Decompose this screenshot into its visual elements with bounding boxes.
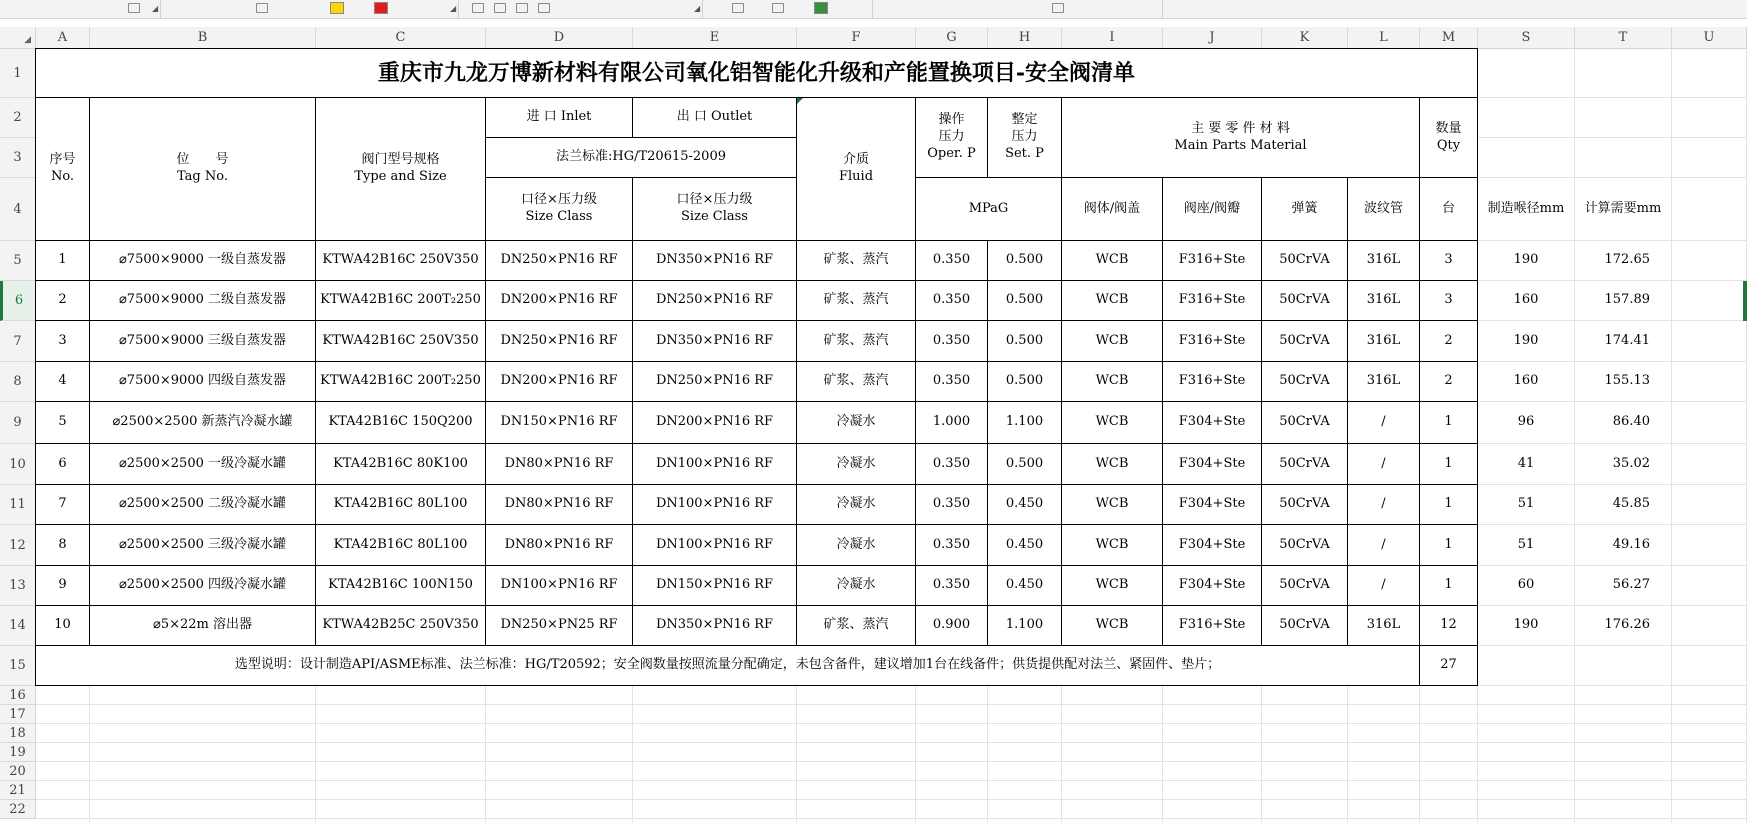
cell-oper[interactable]: 0.350: [915, 524, 988, 566]
cell-fluid[interactable]: 冷凝水: [796, 401, 916, 444]
dialog-launcher-icon[interactable]: ◢: [152, 4, 159, 13]
cell-throat[interactable]: 160: [1513, 292, 1539, 308]
row-header-5[interactable]: 5: [0, 241, 36, 281]
cell-no[interactable]: 7: [35, 484, 90, 525]
row-header-2[interactable]: 2: [0, 98, 36, 138]
cell-seat[interactable]: F304+Ste: [1162, 484, 1262, 525]
cell-tag[interactable]: ⌀7500×9000 二级自蒸发器: [89, 280, 316, 321]
cell-fluid[interactable]: 矿浆、蒸汽: [796, 605, 916, 646]
cell-inlet[interactable]: DN80×PN16 RF: [485, 484, 633, 525]
cell-inlet[interactable]: DN80×PN16 RF: [485, 524, 633, 566]
header-main-parts[interactable]: 主 要 零 件 材 料 Main Parts Material: [1061, 97, 1420, 178]
cell-seat[interactable]: F316+Ste: [1162, 240, 1262, 281]
cell-qty[interactable]: 1: [1419, 484, 1478, 525]
cell-seat[interactable]: F316+Ste: [1162, 605, 1262, 646]
cell-throat[interactable]: 190: [1513, 617, 1539, 633]
cell-outlet[interactable]: DN350×PN16 RF: [632, 320, 797, 362]
header-inlet-size[interactable]: 口径×压力级 Size Class: [485, 177, 633, 241]
row-header-10[interactable]: 10: [0, 444, 36, 485]
cell-seat[interactable]: F304+Ste: [1162, 524, 1262, 566]
cell-oper[interactable]: 0.350: [915, 484, 988, 525]
cell-calc[interactable]: 86.40: [1612, 414, 1650, 430]
cell-body[interactable]: WCB: [1061, 484, 1163, 525]
cell-qty[interactable]: 1: [1419, 524, 1478, 566]
header-inlet[interactable]: 进 口 Inlet: [485, 97, 633, 138]
cell-qty[interactable]: 1: [1419, 443, 1478, 485]
cell-type[interactable]: KTWA42B25C 250V350: [315, 605, 486, 646]
cell-spring[interactable]: 50CrVA: [1261, 240, 1348, 281]
cell-set[interactable]: 0.500: [987, 320, 1062, 362]
row-header-3[interactable]: 3: [0, 138, 36, 178]
cell-style-icon[interactable]: [1052, 3, 1064, 13]
cell-spring[interactable]: 50CrVA: [1261, 280, 1348, 321]
ribbon-group-styles: [872, 0, 1163, 18]
column-header-s[interactable]: S: [1478, 27, 1575, 49]
cell-calc[interactable]: 49.16: [1612, 536, 1650, 552]
cell-body[interactable]: WCB: [1061, 240, 1163, 281]
column-header-d[interactable]: D: [486, 27, 633, 49]
cell-inlet[interactable]: DN250×PN16 RF: [485, 240, 633, 281]
cell-body[interactable]: WCB: [1061, 280, 1163, 321]
row-header-11[interactable]: 11: [0, 485, 36, 525]
column-header-l[interactable]: L: [1348, 27, 1420, 49]
row-header-8[interactable]: 8: [0, 362, 36, 402]
cell-type[interactable]: KTWA42B16C 200T₂250: [315, 280, 486, 321]
cell-type[interactable]: KTA42B16C 100N150: [315, 565, 486, 606]
ribbon-group-font: [160, 0, 459, 18]
cell-no[interactable]: 10: [35, 605, 90, 646]
cell-body[interactable]: WCB: [1061, 565, 1163, 606]
column-header-i[interactable]: I: [1062, 27, 1163, 49]
cell-inlet[interactable]: DN200×PN16 RF: [485, 280, 633, 321]
cell-tag[interactable]: ⌀7500×9000 四级自蒸发器: [89, 361, 316, 402]
cell-no[interactable]: 9: [35, 565, 90, 606]
cell-outlet[interactable]: DN150×PN16 RF: [632, 565, 797, 606]
column-header-b[interactable]: B: [90, 27, 316, 49]
cell-inlet[interactable]: DN200×PN16 RF: [485, 361, 633, 402]
cell-oper[interactable]: 0.350: [915, 240, 988, 281]
cell-bellows[interactable]: 316L: [1347, 280, 1420, 321]
cell-spring[interactable]: 50CrVA: [1261, 320, 1348, 362]
cell-outlet[interactable]: DN100×PN16 RF: [632, 443, 797, 485]
cell-inlet[interactable]: DN250×PN25 RF: [485, 605, 633, 646]
cell-no[interactable]: 1: [35, 240, 90, 281]
cell-tag[interactable]: ⌀7500×9000 三级自蒸发器: [89, 320, 316, 362]
cell-spring[interactable]: 50CrVA: [1261, 484, 1348, 525]
cell-no[interactable]: 5: [35, 401, 90, 444]
cell-bellows[interactable]: /: [1347, 484, 1420, 525]
cell-set[interactable]: 1.100: [987, 605, 1062, 646]
ribbon-group-clipboard: [0, 0, 161, 18]
cell-body[interactable]: WCB: [1061, 320, 1163, 362]
gridline-row: [36, 818, 1747, 819]
cell-qty[interactable]: 3: [1419, 280, 1478, 321]
cell-throat[interactable]: 60: [1517, 577, 1535, 593]
cell-fluid[interactable]: 矿浆、蒸汽: [796, 240, 916, 281]
header-mpag[interactable]: MPaG: [915, 177, 1062, 241]
cell-type[interactable]: KTA42B16C 80K100: [315, 443, 486, 485]
selection-edge: [1743, 281, 1747, 321]
dialog-launcher-icon[interactable]: ◢: [694, 4, 701, 13]
header-calc-need[interactable]: 计算需要mm: [1584, 200, 1662, 216]
cell-spring[interactable]: 50CrVA: [1261, 361, 1348, 402]
cell-throat[interactable]: 190: [1513, 252, 1539, 268]
cell-spring[interactable]: 50CrVA: [1261, 524, 1348, 566]
cell-type[interactable]: KTWA42B16C 200T₂250: [315, 361, 486, 402]
align-center-icon[interactable]: [494, 3, 506, 13]
row-header-20[interactable]: 20: [0, 762, 36, 781]
row-header-15[interactable]: 15: [0, 646, 36, 686]
row-header-21[interactable]: 21: [0, 781, 36, 800]
row-header-16[interactable]: 16: [0, 686, 36, 705]
cell-calc[interactable]: 157.89: [1604, 292, 1650, 308]
row-header-6[interactable]: 6: [0, 281, 36, 321]
cell-qty[interactable]: 2: [1419, 320, 1478, 362]
column-header-a[interactable]: A: [36, 27, 90, 49]
format-painter-icon[interactable]: [128, 3, 140, 13]
cell-outlet[interactable]: DN350×PN16 RF: [632, 605, 797, 646]
cell-fluid[interactable]: 冷凝水: [796, 524, 916, 566]
gridline-row: [36, 723, 1747, 724]
cell-no[interactable]: 6: [35, 443, 90, 485]
cell-set[interactable]: 1.100: [987, 401, 1062, 444]
select-all-triangle-icon: ◢: [24, 35, 31, 45]
cell-tag[interactable]: ⌀2500×2500 四级冷凝水罐: [89, 565, 316, 606]
cell-qty[interactable]: 1: [1419, 401, 1478, 444]
cell-outlet[interactable]: DN250×PN16 RF: [632, 361, 797, 402]
header-no[interactable]: 序号 No.: [35, 97, 90, 241]
row-header-12[interactable]: 12: [0, 525, 36, 566]
header-flange-standard[interactable]: 法兰标准:HG/T20615-2009: [485, 137, 797, 178]
row-header-9[interactable]: 9: [0, 402, 36, 444]
cell-calc[interactable]: 176.26: [1604, 617, 1650, 633]
table-title[interactable]: 重庆市九龙万博新材料有限公司氧化铝智能化升级和产能置换项目-安全阀清单: [35, 48, 1478, 98]
header-seat[interactable]: 阀座/阀瓣: [1162, 177, 1262, 241]
font-color-icon[interactable]: [374, 2, 388, 14]
column-header-u[interactable]: U: [1672, 27, 1747, 49]
cell-throat[interactable]: 160: [1513, 373, 1539, 389]
cell-calc[interactable]: 155.13: [1604, 373, 1650, 389]
align-left-icon[interactable]: [472, 3, 484, 13]
cell-set[interactable]: 0.450: [987, 484, 1062, 525]
cell-calc[interactable]: 35.02: [1612, 455, 1650, 471]
cell-outlet[interactable]: DN100×PN16 RF: [632, 524, 797, 566]
column-header-f[interactable]: F: [797, 27, 916, 49]
row-header-18[interactable]: 18: [0, 724, 36, 743]
cell-spring[interactable]: 50CrVA: [1261, 565, 1348, 606]
cell-oper[interactable]: 0.900: [915, 605, 988, 646]
cell-body[interactable]: WCB: [1061, 605, 1163, 646]
column-header-h[interactable]: H: [988, 27, 1062, 49]
ribbon-group-number: [702, 0, 873, 18]
cell-oper[interactable]: 0.350: [915, 361, 988, 402]
cell-seat[interactable]: F304+Ste: [1162, 565, 1262, 606]
cell-tag[interactable]: ⌀2500×2500 三级冷凝水罐: [89, 524, 316, 566]
percent-icon[interactable]: [732, 3, 744, 13]
column-header-e[interactable]: E: [633, 27, 797, 49]
header-set-pressure[interactable]: 整定 压力 Set. P: [987, 97, 1062, 178]
row-header-4[interactable]: 4: [0, 178, 36, 241]
cell-throat[interactable]: 96: [1517, 414, 1535, 430]
cell-tag[interactable]: ⌀7500×9000 一级自蒸发器: [89, 240, 316, 281]
ribbon-group-alignment: [458, 0, 703, 18]
cell-type[interactable]: KTA42B16C 80L100: [315, 484, 486, 525]
cell-throat[interactable]: 41: [1517, 455, 1535, 471]
cell-oper[interactable]: 0.350: [915, 443, 988, 485]
header-outlet-size[interactable]: 口径×压力级 Size Class: [632, 177, 797, 241]
gridline-row: [36, 704, 1747, 705]
column-header-m[interactable]: M: [1420, 27, 1478, 49]
cell-tag[interactable]: ⌀2500×2500 一级冷凝水罐: [89, 443, 316, 485]
header-bellows[interactable]: 波纹管: [1347, 177, 1420, 241]
cell-oper[interactable]: 0.350: [915, 280, 988, 321]
cell-no[interactable]: 8: [35, 524, 90, 566]
cell-type[interactable]: KTWA42B16C 250V350: [315, 320, 486, 362]
cell-qty[interactable]: 3: [1419, 240, 1478, 281]
cell-set[interactable]: 0.500: [987, 361, 1062, 402]
cell-oper[interactable]: 0.350: [915, 565, 988, 606]
select-all-corner[interactable]: [0, 27, 36, 49]
gridline-row: [36, 799, 1747, 800]
header-outlet[interactable]: 出 口 Outlet: [632, 97, 797, 138]
cell-fluid[interactable]: 冷凝水: [796, 484, 916, 525]
cell-fluid[interactable]: 矿浆、蒸汽: [796, 320, 916, 362]
cell-inlet[interactable]: DN80×PN16 RF: [485, 443, 633, 485]
cell-fluid[interactable]: 冷凝水: [796, 443, 916, 485]
header-qty[interactable]: 数量 Qty: [1419, 97, 1478, 178]
header-oper-pressure[interactable]: 操作 压力 Oper. P: [915, 97, 988, 178]
cell-type[interactable]: KTA42B16C 150Q200: [315, 401, 486, 444]
decimal-icon[interactable]: [772, 3, 784, 13]
cell-body[interactable]: WCB: [1061, 443, 1163, 485]
header-tag[interactable]: 位 号 Tag No.: [89, 97, 316, 241]
cell-type[interactable]: KTA42B16C 80L100: [315, 524, 486, 566]
cell-qty[interactable]: 1: [1419, 565, 1478, 606]
cell-outlet[interactable]: DN250×PN16 RF: [632, 280, 797, 321]
cell-set[interactable]: 0.500: [987, 240, 1062, 281]
cell-throat[interactable]: 190: [1513, 332, 1539, 348]
row-header-17[interactable]: 17: [0, 705, 36, 724]
cell-bellows[interactable]: 316L: [1347, 240, 1420, 281]
conditional-format-icon[interactable]: [814, 2, 828, 14]
cell-seat[interactable]: F316+Ste: [1162, 320, 1262, 362]
cell-tag[interactable]: ⌀2500×2500 二级冷凝水罐: [89, 484, 316, 525]
column-header-c[interactable]: C: [316, 27, 486, 49]
align-right-icon[interactable]: [516, 3, 528, 13]
cell-throat[interactable]: 51: [1517, 536, 1535, 552]
cell-no[interactable]: 3: [35, 320, 90, 362]
cell-bellows[interactable]: 316L: [1347, 320, 1420, 362]
cell-outlet[interactable]: DN100×PN16 RF: [632, 484, 797, 525]
cell-calc[interactable]: 174.41: [1604, 332, 1650, 348]
cell-body[interactable]: WCB: [1061, 524, 1163, 566]
cell-seat[interactable]: F316+Ste: [1162, 361, 1262, 402]
dialog-launcher-icon[interactable]: ◢: [450, 4, 457, 13]
column-header-g[interactable]: G: [916, 27, 988, 49]
total-qty[interactable]: 27: [1419, 645, 1478, 686]
cell-fluid[interactable]: 矿浆、蒸汽: [796, 361, 916, 402]
cell-calc[interactable]: 45.85: [1612, 496, 1650, 512]
column-header-j[interactable]: J: [1163, 27, 1262, 49]
cell-seat[interactable]: F304+Ste: [1162, 401, 1262, 444]
row-header-14[interactable]: 14: [0, 606, 36, 646]
cell-spring[interactable]: 50CrVA: [1261, 401, 1348, 444]
cell-fluid[interactable]: 矿浆、蒸汽: [796, 280, 916, 321]
cell-qty[interactable]: 12: [1419, 605, 1478, 646]
cell-calc[interactable]: 172.65: [1604, 252, 1650, 268]
gridline-row: [36, 742, 1747, 743]
cell-type[interactable]: KTWA42B16C 250V350: [315, 240, 486, 281]
row-header-19[interactable]: 19: [0, 743, 36, 762]
cell-body[interactable]: WCB: [1061, 401, 1163, 444]
cell-throat[interactable]: 51: [1517, 496, 1535, 512]
cell-calc[interactable]: 56.27: [1612, 577, 1650, 593]
cell-seat[interactable]: F304+Ste: [1162, 443, 1262, 485]
header-type[interactable]: 阀门型号规格 Type and Size: [315, 97, 486, 241]
cell-set[interactable]: 0.500: [987, 280, 1062, 321]
row-header-13[interactable]: 13: [0, 566, 36, 606]
wrap-text-icon[interactable]: [538, 3, 550, 13]
cell-oper[interactable]: 1.000: [915, 401, 988, 444]
cell-outlet[interactable]: DN200×PN16 RF: [632, 401, 797, 444]
cell-bellows[interactable]: /: [1347, 565, 1420, 606]
cell-no[interactable]: 4: [35, 361, 90, 402]
cell-no[interactable]: 2: [35, 280, 90, 321]
cell-inlet[interactable]: DN250×PN16 RF: [485, 320, 633, 362]
cell-spring[interactable]: 50CrVA: [1261, 605, 1348, 646]
cell-tag[interactable]: ⌀5×22m 溶出器: [89, 605, 316, 646]
cell-seat[interactable]: F316+Ste: [1162, 280, 1262, 321]
header-fluid[interactable]: 介质 Fluid: [796, 97, 916, 241]
column-header-t[interactable]: T: [1575, 27, 1672, 49]
header-body[interactable]: 阀体/阀盖: [1061, 177, 1163, 241]
cell-tag[interactable]: ⌀2500×2500 新蒸汽冷凝水罐: [89, 401, 316, 444]
cell-bellows[interactable]: 316L: [1347, 605, 1420, 646]
row-header-1[interactable]: 1: [0, 49, 36, 98]
cell-comment-marker: [797, 98, 803, 104]
cell-outlet[interactable]: DN350×PN16 RF: [632, 240, 797, 281]
cell-bellows[interactable]: /: [1347, 401, 1420, 444]
cell-bellows[interactable]: /: [1347, 524, 1420, 566]
cell-inlet[interactable]: DN100×PN16 RF: [485, 565, 633, 606]
selection-note[interactable]: 选型说明：设计制造API/ASME标准、法兰标准：HG/T20592；安全阀数量按照流量分配确定，未包含备件，建议增加1台在线备件；供货提供配对法兰、紧固件、垫片；: [35, 645, 1420, 686]
gridline-row: [36, 780, 1747, 781]
gridline-row: [36, 761, 1747, 762]
header-spring[interactable]: 弹簧: [1261, 177, 1348, 241]
cell-qty[interactable]: 2: [1419, 361, 1478, 402]
header-mfg-throat[interactable]: 制造喉径mm: [1487, 200, 1565, 216]
cell-set[interactable]: 0.450: [987, 524, 1062, 566]
ribbon-toolbar: [0, 0, 1747, 19]
header-unit[interactable]: 台: [1419, 177, 1478, 241]
row-header-7[interactable]: 7: [0, 321, 36, 362]
cell-oper[interactable]: 0.350: [915, 320, 988, 362]
cell-spring[interactable]: 50CrVA: [1261, 443, 1348, 485]
cell-bellows[interactable]: 316L: [1347, 361, 1420, 402]
cell-fluid[interactable]: 冷凝水: [796, 565, 916, 606]
border-icon[interactable]: [256, 3, 268, 13]
cell-set[interactable]: 0.500: [987, 443, 1062, 485]
fill-color-icon[interactable]: [330, 2, 344, 14]
row-header-22[interactable]: 22: [0, 800, 36, 819]
cell-set[interactable]: 0.450: [987, 565, 1062, 606]
cell-body[interactable]: WCB: [1061, 361, 1163, 402]
cell-bellows[interactable]: /: [1347, 443, 1420, 485]
column-header-k[interactable]: K: [1262, 27, 1348, 49]
cell-inlet[interactable]: DN150×PN16 RF: [485, 401, 633, 444]
